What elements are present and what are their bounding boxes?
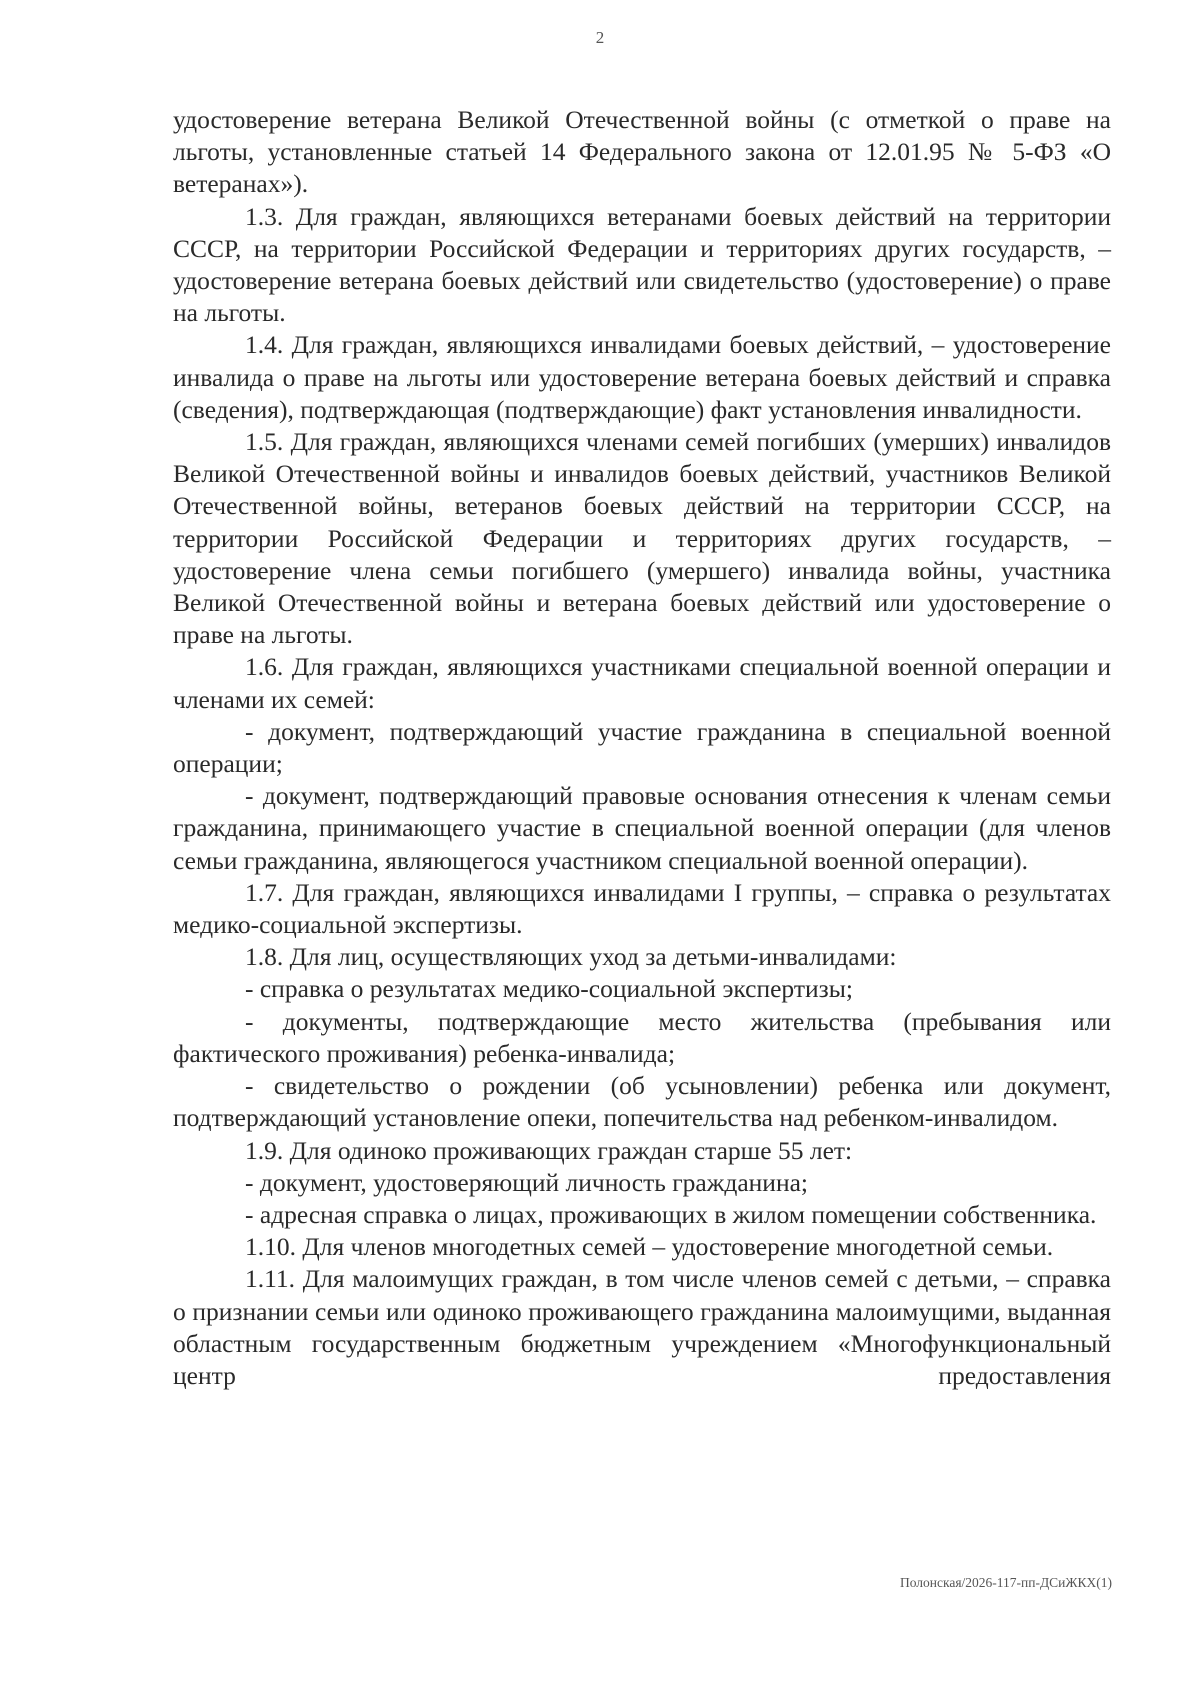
- paragraph: 1.8. Для лиц, осуществляющих уход за детьми-инвалидами:: [245, 942, 897, 972]
- list-item: - документ, подтверждающий правовые основания отнесения к членам семьи гражданина, принимающего участие в специальной военной операции (для членов семьи гражданина, являющегося участником специальной военной операции).: [173, 781, 1111, 875]
- list-item: - документ, подтверждающий участие гражданина в специальной военной операции;: [173, 716, 1111, 779]
- list-item: - адресная справка о лицах, проживающих в жилом помещении собственника.: [245, 1199, 1097, 1229]
- list-item: - справка о результатах медико-социальной экспертизы;: [245, 974, 853, 1004]
- paragraph: 1.6. Для граждан, являющихся участниками специальной военной операции и членами их семей:: [173, 652, 1111, 714]
- paragraph: 1.9. Для одиноко проживающих граждан старше 55 лет:: [245, 1135, 853, 1165]
- document-body: [173, 104, 1111, 1392]
- paragraph: 1.10. Для членов многодетных семей – удостоверение многодетной семьи.: [245, 1232, 1054, 1262]
- paragraph: 1.11. Для малоимущих граждан, в том числе членов семей с детьми, – справка о признании семьи или одиноко проживающего гражданина малоимущими, выданная областным государственным бюджетным учреждением «Многофункциональный центр предоставления: [173, 1264, 1111, 1390]
- list-item: - свидетельство о рождении (об усыновлении) ребенка или документ, подтверждающий установление опеки, попечительства над ребенком-инвалидом.: [173, 1071, 1111, 1133]
- page-number: 2: [595, 28, 605, 47]
- list-item: - документы, подтверждающие место жительства (пребывания или фактического проживания) ребенка-инвалида;: [173, 1006, 1111, 1068]
- paragraph: 1.4. Для граждан, являющихся инвалидами боевых действий, – удостоверение инвалида о праве на льготы или удостоверение ветерана боевых действий и справка (сведения), подтверждающая (подтверждающие) факт установления инвалидности.: [173, 330, 1111, 424]
- list-item: - документ, удостоверяющий личность гражданина;: [245, 1167, 809, 1197]
- paragraph: удостоверение ветерана Великой Отечественной войны (с отметкой о праве на льготы, установленные статьей 14 Федерального закона от 12.01.95 № 5-ФЗ «О ветеранах»).: [173, 105, 1111, 199]
- paragraph: 1.7. Для граждан, являющихся инвалидами I группы, – справка о результатах медико-социальной экспертизы.: [173, 877, 1111, 940]
- paragraph: 1.5. Для граждан, являющихся членами семей погибших (умерших) инвалидов Великой Отечественной войны и инвалидов боевых действий, участников Великой Отечественной войны, ветеранов боевых действий на территории СССР, на территории Российской Федерации и территориях других государств, – удостоверение члена семьи погибшего (умершего) инвалида войны, участника Великой Отечественной войны и ветерана боевых действий или удостоверение о праве на льготы.: [173, 427, 1111, 650]
- paragraph: 1.3. Для граждан, являющихся ветеранами боевых действий на территории СССР, на территории Российской Федерации и территориях других государств, – удостоверение ветерана боевых действий или свидетельство (удостоверение) о праве на льготы.: [173, 201, 1111, 328]
- document-reference: Полонская/2026-117-пп-ДСиЖКХ(1): [899, 1575, 1112, 1590]
